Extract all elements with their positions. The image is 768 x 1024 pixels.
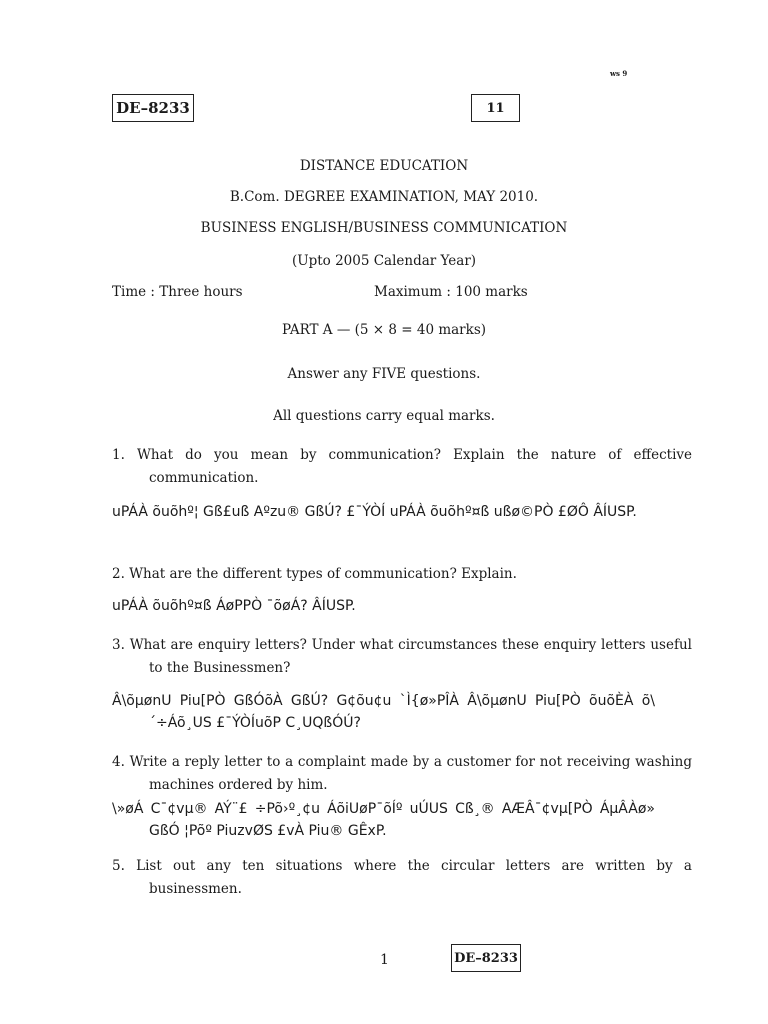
- question-2: 2. What are the different types of communication? Explain.: [112, 566, 517, 582]
- question-4: 4. Write a reply letter to a complaint made by a customer for not receiving washing machines ordered by him.: [112, 754, 692, 793]
- question-4-tamil: \»øÁ C¯¢vµ® AÝ¨£ ÷Põ›º¸¢u ÁõiUøP¯õÍº uÚUS Cß¸® AÆÂ¯¢vµ[PÒ ÁµÂÀø» GßÓ ¦Põº PiuzvØS £vÀ Piu® GÊxP.: [112, 801, 655, 839]
- footer-code-box: DE–8233: [451, 944, 521, 972]
- ws-mark: ws 9: [610, 69, 628, 78]
- question-2-tamil: uPÁÀ õuõhº¤ß ÁøPPÒ ¯õøÁ? ÂÍUSP.: [112, 598, 356, 614]
- page-count-box: 11: [471, 94, 520, 122]
- question-5: 5. List out any ten situations where the circular letters are written by a businessmen.: [112, 858, 692, 897]
- page-number: 1: [380, 952, 389, 968]
- question-3-tamil: Â\õµønU Piu[PÒ GßÓõÀ GßÚ? G¢õu¢u `Ì{ø»PÎÀ Â\õµønU Piu[PÒ õuõÈÀ õ\´÷Áõ¸US £¯ÝÒÍuõP C¸UQßÓÚ?: [112, 693, 655, 731]
- part-heading: PART A — (5 × 8 = 40 marks): [281, 322, 487, 338]
- time-label: Time : Three hours: [112, 284, 243, 300]
- instruction-answer: Answer any FIVE questions.: [287, 366, 481, 382]
- title-subject: BUSINESS ENGLISH/BUSINESS COMMUNICATION: [200, 220, 568, 236]
- max-marks-label: Maximum : 100 marks: [374, 284, 528, 300]
- question-1: 1. What do you mean by communication? Explain the nature of effective communication.: [112, 447, 692, 486]
- question-1-tamil: uPÁÀ õuõhº¦ Gß£uß Aºzu® GßÚ? £¯ÝÒÍ uPÁÀ õuõhº¤ß ußø©PÒ £ØÔ ÂÍUSP.: [112, 504, 637, 520]
- title-calendar-year: (Upto 2005 Calendar Year): [291, 253, 477, 269]
- exam-code-box: DE–8233: [112, 94, 194, 122]
- title-degree-exam: B.Com. DEGREE EXAMINATION, MAY 2010.: [229, 189, 539, 205]
- question-3: 3. What are enquiry letters? Under what circumstances these enquiry letters useful to the Businessmen?: [112, 637, 692, 676]
- instruction-equal-marks: All questions carry equal marks.: [273, 408, 495, 424]
- title-distance-education: DISTANCE EDUCATION: [299, 158, 469, 174]
